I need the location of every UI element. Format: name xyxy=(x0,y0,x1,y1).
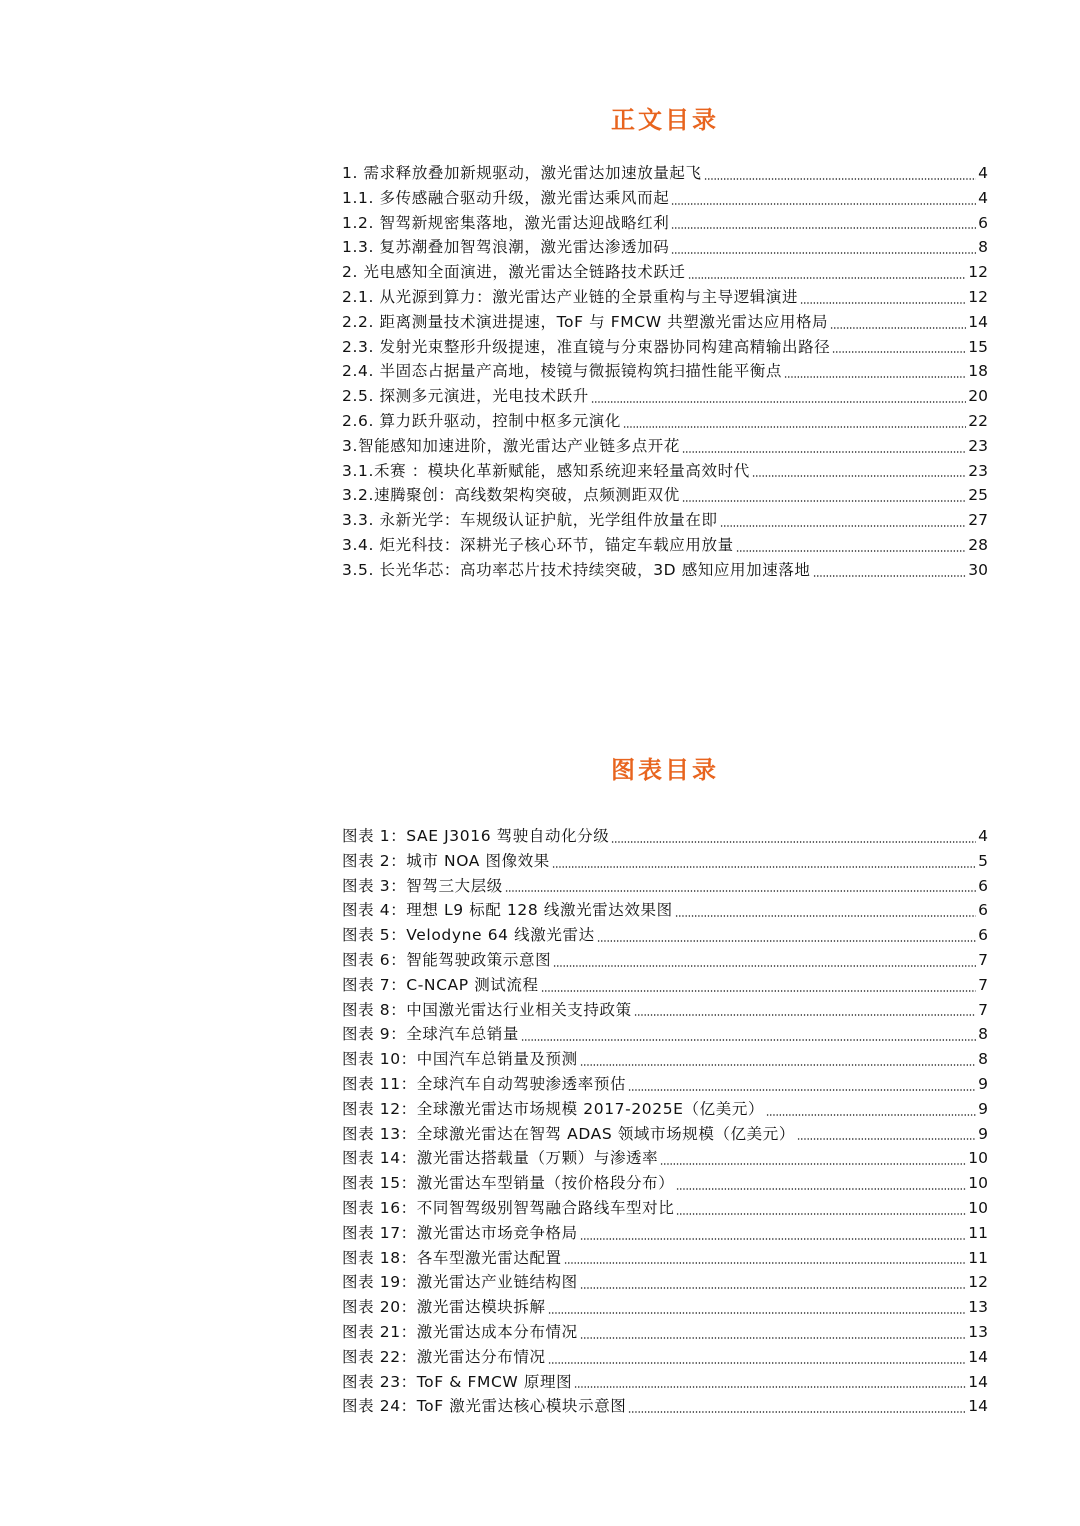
toc-entry-label: 2.6. 算力跃升驱动，控制中枢多元演化 xyxy=(342,411,622,430)
toc-entry[interactable] xyxy=(342,384,988,409)
dot-leader xyxy=(671,203,976,205)
toc-entry-label: 1. 需求释放叠加新规驱动，激光雷达加速放量起飞 xyxy=(342,164,702,182)
toc-entry-label: 1.1. 多传感融合驱动升级，激光雷达乘风而起 xyxy=(342,188,670,207)
figure-entry-page-number: 10 xyxy=(968,1174,988,1193)
figure-entry-label: 图表 17：激光雷达市场竞争格局 xyxy=(342,1223,578,1242)
dot-leader xyxy=(553,965,976,967)
figure-entry[interactable] xyxy=(342,849,988,874)
figure-entry-page-number: 6 xyxy=(978,901,988,920)
toc-entry[interactable] xyxy=(342,459,988,484)
toc-entry-label: 2.5. 探测多元演进，光电技术跃升 xyxy=(342,387,589,406)
figure-entry-label: 图表 7：C-NCAP 测试流程 xyxy=(342,975,539,994)
dot-leader xyxy=(671,252,976,254)
figure-entry-page-number: 9 xyxy=(978,1074,988,1093)
figure-entry-page-number: 10 xyxy=(968,1149,988,1168)
toc-entry-label: 2.3. 发射光束整形升级提速，准直镜与分束器协同构建高精输出路径 xyxy=(342,337,831,356)
toc-entry-label: 3.3. 永新光学：车规级认证护航，光学组件放量在即 xyxy=(342,511,718,530)
toc-entry-page-number: 4 xyxy=(978,188,988,207)
toc-entry-page-number: 4 xyxy=(978,164,988,182)
dot-leader xyxy=(580,1337,967,1339)
figure-entry-label: 图表 21：激光雷达成本分布情况 xyxy=(342,1322,578,1341)
figure-entry[interactable] xyxy=(342,1295,988,1320)
toc-entry[interactable] xyxy=(342,335,988,360)
toc-entry[interactable] xyxy=(342,508,988,533)
figure-entry-label: 图表 2：城市 NOA 图像效果 xyxy=(342,851,550,870)
dot-leader xyxy=(628,1411,966,1413)
dot-leader xyxy=(688,277,967,279)
toc-entry-page-number: 12 xyxy=(968,263,988,282)
dot-leader xyxy=(623,426,966,428)
dot-leader xyxy=(548,1362,967,1364)
figure-entry-label: 图表 5：Velodyne 64 线激光雷达 xyxy=(342,926,595,945)
figure-entry[interactable] xyxy=(342,1171,988,1196)
figure-entry-label: 图表 16：不同智驾级别智驾融合路线车型对比 xyxy=(342,1198,675,1217)
toc-entry-page-number: 23 xyxy=(968,436,988,455)
figure-entry-page-number: 11 xyxy=(968,1248,988,1267)
toc-entry[interactable] xyxy=(342,235,988,260)
toc-entry-page-number: 15 xyxy=(968,337,988,356)
figure-entry[interactable] xyxy=(342,898,988,923)
figure-entry[interactable] xyxy=(342,1370,988,1395)
figure-entry[interactable] xyxy=(342,1196,988,1221)
dot-leader xyxy=(832,351,966,353)
dot-leader xyxy=(704,178,977,180)
dot-leader xyxy=(752,475,966,477)
toc-entry-label: 3.5. 长光华芯：高功率芯片技术持续突破，3D 感知应用加速落地 xyxy=(342,560,811,579)
figure-entry[interactable] xyxy=(342,1345,988,1370)
figure-entry-page-number: 14 xyxy=(968,1372,988,1391)
dot-leader xyxy=(634,1014,976,1016)
figure-entry[interactable] xyxy=(342,874,988,899)
toc-entry[interactable] xyxy=(342,558,988,583)
figure-entry-page-number: 14 xyxy=(968,1347,988,1366)
toc-entry-page-number: 28 xyxy=(968,535,988,554)
figure-entry[interactable] xyxy=(342,1122,988,1147)
toc-entry-label: 3.4. 炬光科技：深耕光子核心环节，锚定车载应用放量 xyxy=(342,535,734,554)
figure-entry[interactable] xyxy=(342,1022,988,1047)
dot-leader xyxy=(830,327,966,329)
toc-entry-label: 2. 光电感知全面演进，激光雷达全链路技术跃迁 xyxy=(342,263,686,282)
toc-entry-label: 2.4. 半固态占据量产高地，棱镜与微振镜构筑扫描性能平衡点 xyxy=(342,362,783,381)
figure-entry[interactable] xyxy=(342,1072,988,1097)
toc-entry-page-number: 6 xyxy=(978,213,988,232)
figure-entry-page-number: 9 xyxy=(978,1099,988,1118)
toc-entry[interactable] xyxy=(342,533,988,558)
toc-entry[interactable] xyxy=(342,409,988,434)
figure-entry-label: 图表 24：ToF 激光雷达核心模块示意图 xyxy=(342,1397,627,1416)
figure-entry[interactable] xyxy=(342,824,988,849)
toc-entry-page-number: 12 xyxy=(968,287,988,306)
figure-entry[interactable] xyxy=(342,998,988,1023)
figure-entry-page-number: 7 xyxy=(978,950,988,969)
dot-leader xyxy=(505,890,976,892)
toc-entry-page-number: 14 xyxy=(968,312,988,331)
dot-leader xyxy=(660,1163,966,1165)
figure-list-title: 图表目录 xyxy=(611,755,719,784)
figure-entry-label: 图表 14：激光雷达搭载量（万颗）与渗透率 xyxy=(342,1149,659,1168)
figure-entry-label: 图表 9：全球汽车总销量 xyxy=(342,1025,519,1044)
figure-entry-label: 图表 15：激光雷达车型销量（按价格段分布） xyxy=(342,1174,675,1193)
dot-leader xyxy=(813,575,967,577)
figure-entry-label: 图表 4：理想 L9 标配 128 线激光雷达效果图 xyxy=(342,901,673,920)
figure-entry-page-number: 8 xyxy=(978,1050,988,1069)
figure-entry-page-number: 11 xyxy=(968,1223,988,1242)
dot-leader xyxy=(548,1312,967,1314)
figure-entry[interactable] xyxy=(342,948,988,973)
toc-entry-label: 1.2. 智驾新规密集落地，激光雷达迎战略红利 xyxy=(342,213,670,232)
figure-entry-page-number: 7 xyxy=(978,975,988,994)
dot-leader xyxy=(720,525,967,527)
toc-entry-page-number: 25 xyxy=(968,486,988,505)
dot-leader xyxy=(580,1064,976,1066)
figure-entry[interactable] xyxy=(342,973,988,998)
figure-entry-page-number: 6 xyxy=(978,926,988,945)
toc-title: 正文目录 xyxy=(611,105,719,134)
dot-leader xyxy=(797,1138,976,1140)
figure-entry[interactable] xyxy=(342,1047,988,1072)
dot-leader xyxy=(682,500,966,502)
toc-entry[interactable] xyxy=(342,310,988,335)
figure-entry-page-number: 12 xyxy=(968,1273,988,1292)
figure-entry-label: 图表 23：ToF & FMCW 原理图 xyxy=(342,1372,573,1391)
dot-leader xyxy=(574,1386,966,1388)
figure-entry-label: 图表 10：中国汽车总销量及预测 xyxy=(342,1050,578,1069)
figure-entry-page-number: 7 xyxy=(978,1000,988,1019)
dot-leader xyxy=(597,940,976,942)
figure-entry-label: 图表 12：全球激光雷达市场规模 2017-2025E（亿美元） xyxy=(342,1099,765,1118)
figure-entry[interactable] xyxy=(342,1097,988,1122)
toc-entry-label: 3.2.速腾聚创：高线数架构突破，点频测距双优 xyxy=(342,486,680,505)
figure-entry[interactable] xyxy=(342,1246,988,1271)
toc-entry[interactable] xyxy=(342,285,988,310)
toc-entry-page-number: 8 xyxy=(978,238,988,257)
dot-leader xyxy=(580,1238,967,1240)
toc-entry[interactable] xyxy=(342,211,988,236)
figure-entry-label: 图表 18：各车型激光雷达配置 xyxy=(342,1248,562,1267)
figure-entry-label: 图表 19：激光雷达产业链结构图 xyxy=(342,1273,578,1292)
dot-leader xyxy=(784,376,966,378)
dot-leader xyxy=(800,302,966,304)
dot-leader xyxy=(766,1114,976,1116)
figure-entry[interactable] xyxy=(342,923,988,948)
toc-entry[interactable] xyxy=(342,260,988,285)
dot-leader xyxy=(676,1213,966,1215)
toc-entry[interactable] xyxy=(342,186,988,211)
dot-leader xyxy=(628,1089,976,1091)
figure-entry-page-number: 6 xyxy=(978,876,988,895)
figure-entry[interactable] xyxy=(342,1270,988,1295)
figure-entry-label: 图表 20：激光雷达模块拆解 xyxy=(342,1298,546,1317)
figure-entry-label: 图表 3：智驾三大层级 xyxy=(342,876,503,895)
figure-entry-page-number: 5 xyxy=(978,851,988,870)
dot-leader xyxy=(671,227,976,229)
toc-entry-page-number: 18 xyxy=(968,362,988,381)
figure-entry-label: 图表 22：激光雷达分布情况 xyxy=(342,1347,546,1366)
dot-leader xyxy=(564,1262,967,1264)
figure-entry-page-number: 4 xyxy=(978,827,988,845)
figure-entry-page-number: 14 xyxy=(968,1397,988,1416)
figure-entry-page-number: 10 xyxy=(968,1198,988,1217)
toc-list xyxy=(342,161,988,583)
toc-entry-label: 2.1. 从光源到算力：激光雷达产业链的全景重构与主导逻辑演进 xyxy=(342,287,799,306)
dot-leader xyxy=(591,401,966,403)
toc-entry-label: 1.3. 复苏潮叠加智驾浪潮，激光雷达渗透加码 xyxy=(342,238,670,257)
figure-entry[interactable] xyxy=(342,1394,988,1419)
toc-entry-page-number: 20 xyxy=(968,387,988,406)
figure-entry-label: 图表 11：全球汽车自动驾驶渗透率预估 xyxy=(342,1074,627,1093)
dot-leader xyxy=(580,1287,967,1289)
figure-list xyxy=(342,824,988,1419)
dot-leader xyxy=(541,990,977,992)
toc-entry-label: 3.智能感知加速进阶，激光雷达产业链多点开花 xyxy=(342,436,680,455)
dot-leader xyxy=(552,866,976,868)
figure-entry[interactable] xyxy=(342,1320,988,1345)
figure-entry-label: 图表 6：智能驾驶政策示意图 xyxy=(342,950,552,969)
toc-entry-page-number: 22 xyxy=(968,411,988,430)
toc-entry-label: 3.1.禾赛 ：模块化革新赋能，感知系统迎来轻量高效时代 xyxy=(342,461,750,480)
figure-entry[interactable] xyxy=(342,1146,988,1171)
figure-entry-page-number: 13 xyxy=(968,1298,988,1317)
figure-entry-page-number: 9 xyxy=(978,1124,988,1143)
toc-entry[interactable] xyxy=(342,161,988,186)
figure-entry-page-number: 13 xyxy=(968,1322,988,1341)
toc-entry-label: 2.2. 距离测量技术演进提速，ToF 与 FMCW 共塑激光雷达应用格局 xyxy=(342,312,829,331)
dot-leader xyxy=(611,841,976,843)
figure-entry-page-number: 8 xyxy=(978,1025,988,1044)
figure-entry-label: 图表 8：中国激光雷达行业相关支持政策 xyxy=(342,1000,632,1019)
dot-leader xyxy=(682,451,966,453)
toc-entry-page-number: 30 xyxy=(968,560,988,579)
toc-entry[interactable] xyxy=(342,483,988,508)
figure-entry-label: 图表 1：SAE J3016 驾驶自动化分级 xyxy=(342,827,610,845)
dot-leader xyxy=(675,915,976,917)
toc-entry-page-number: 27 xyxy=(968,511,988,530)
figure-entry[interactable] xyxy=(342,1221,988,1246)
dot-leader xyxy=(521,1039,976,1041)
toc-entry[interactable] xyxy=(342,434,988,459)
dot-leader xyxy=(676,1188,966,1190)
figure-entry-label: 图表 13：全球激光雷达在智驾 ADAS 领域市场规模（亿美元） xyxy=(342,1124,795,1143)
toc-entry-page-number: 23 xyxy=(968,461,988,480)
toc-entry[interactable] xyxy=(342,359,988,384)
dot-leader xyxy=(736,550,967,552)
